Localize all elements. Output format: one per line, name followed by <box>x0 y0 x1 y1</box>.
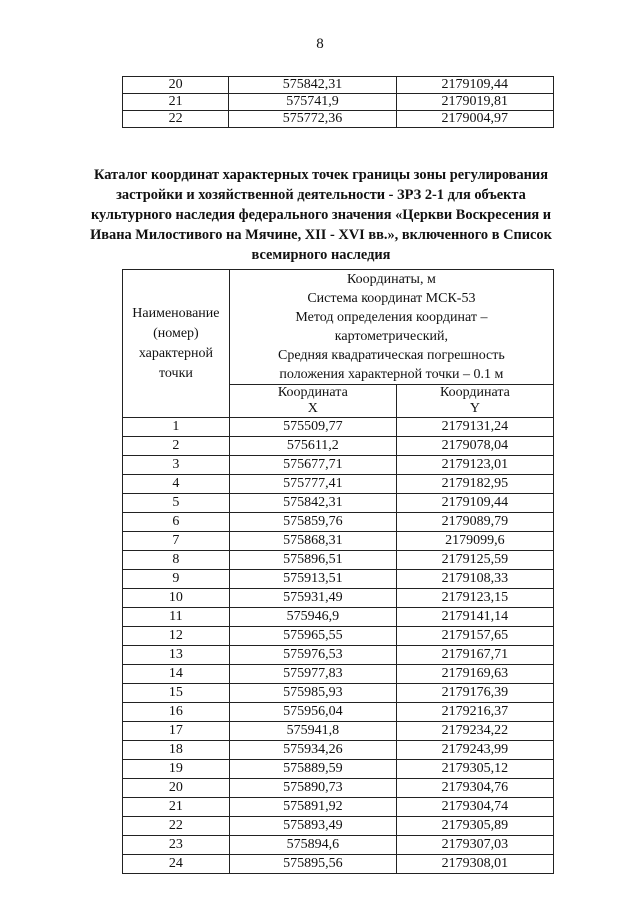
x-coordinate-cell: 575890,73 <box>229 779 396 798</box>
y-coordinate-cell: 2179304,76 <box>396 779 553 798</box>
table-row <box>123 627 554 646</box>
table-row <box>123 608 554 627</box>
x-coordinate-cell: 575677,71 <box>229 456 396 475</box>
y-coordinate-cell: 2179157,65 <box>396 627 553 646</box>
y-coordinate-cell: 2179308,01 <box>396 855 553 874</box>
x-coordinate-cell: 575893,49 <box>229 817 396 836</box>
y-coordinate-cell: 2179123,15 <box>396 589 553 608</box>
point-number-cell: 22 <box>123 817 230 836</box>
y-coordinate-cell: 2179176,39 <box>396 684 553 703</box>
point-number-cell: 7 <box>123 532 230 551</box>
table-row <box>123 817 554 836</box>
coordinates-table-body <box>123 418 554 874</box>
table-row <box>123 684 554 703</box>
x-coordinate-cell: 575946,9 <box>229 608 396 627</box>
coordinates-table-header <box>123 270 554 418</box>
table-row <box>123 77 554 94</box>
table-row <box>123 494 554 513</box>
coordinate-system: Система координат МСК-53 <box>307 291 476 306</box>
table-row <box>123 456 554 475</box>
point-number-cell: 16 <box>123 703 230 722</box>
x-coordinate-cell: 575868,31 <box>229 532 396 551</box>
y-coordinate-cell: 2179169,63 <box>396 665 553 684</box>
x-coordinate-cell: 575976,53 <box>229 646 396 665</box>
y-coordinate-cell: 2179141,14 <box>396 608 553 627</box>
x-coordinate-cell: 575977,83 <box>229 665 396 684</box>
x-coordinate-cell: 575985,93 <box>229 684 396 703</box>
table-row <box>123 570 554 589</box>
coordinates-header <box>229 270 553 385</box>
point-number-cell: 15 <box>123 684 230 703</box>
table-row <box>123 551 554 570</box>
y-coordinate-cell: 2179243,99 <box>396 741 553 760</box>
x-coordinate-cell: 575741,9 <box>229 94 396 111</box>
point-number-cell: 21 <box>123 798 230 817</box>
y-coordinate-cell: 2179123,01 <box>396 456 553 475</box>
point-number-cell: 4 <box>123 475 230 494</box>
table-row <box>123 798 554 817</box>
y-coordinate-cell: 2179004,97 <box>396 111 553 128</box>
y-header-label: Координата <box>439 385 510 400</box>
y-coordinate-cell: 2179078,04 <box>396 437 553 456</box>
table-row <box>123 111 554 128</box>
header-row <box>123 270 554 385</box>
method-line: Метод определения координат – <box>295 310 488 325</box>
point-number-cell: 8 <box>123 551 230 570</box>
x-coordinate-cell: 575894,6 <box>229 836 396 855</box>
x-coordinate-cell: 575509,77 <box>229 418 396 437</box>
x-coordinate-cell: 575891,92 <box>229 798 396 817</box>
y-coordinate-header <box>396 385 553 418</box>
point-number-cell: 3 <box>123 456 230 475</box>
table-row <box>123 589 554 608</box>
y-coordinate-cell: 2179167,71 <box>396 646 553 665</box>
y-header-axis: Y <box>469 401 480 416</box>
x-coordinate-cell: 575859,76 <box>229 513 396 532</box>
x-coordinate-cell: 575889,59 <box>229 760 396 779</box>
x-coordinate-cell: 575896,51 <box>229 551 396 570</box>
point-name-header-line: (номер) <box>153 325 199 341</box>
point-name-header-line: характерной <box>138 345 213 361</box>
point-number-cell: 13 <box>123 646 230 665</box>
x-coordinate-cell: 575842,31 <box>229 494 396 513</box>
point-number-cell: 11 <box>123 608 230 627</box>
x-header-label: Координата <box>277 385 348 400</box>
table-row <box>123 703 554 722</box>
table-row <box>123 722 554 741</box>
table-row <box>123 779 554 798</box>
x-coordinate-cell: 575842,31 <box>229 77 396 94</box>
x-coordinate-header <box>229 385 396 418</box>
point-number-cell: 21 <box>123 94 229 111</box>
x-coordinate-cell: 575931,49 <box>229 589 396 608</box>
y-coordinate-cell: 2179304,74 <box>396 798 553 817</box>
point-number-cell: 1 <box>123 418 230 437</box>
point-name-header-line: точки <box>158 365 193 381</box>
continuation-table-body <box>123 77 554 128</box>
page-number: 8 <box>316 36 324 52</box>
table-row <box>123 94 554 111</box>
coordinates-title: Координаты, м <box>347 272 436 287</box>
method-line: картометрический, <box>334 329 449 344</box>
table-row <box>123 760 554 779</box>
y-coordinate-cell: 2179019,81 <box>396 94 553 111</box>
point-name-header <box>123 270 230 418</box>
point-name-header-line: Наименование <box>132 305 220 321</box>
x-coordinate-cell: 575611,2 <box>229 437 396 456</box>
table-row <box>123 418 554 437</box>
y-coordinate-cell: 2179305,89 <box>396 817 553 836</box>
table-row <box>123 437 554 456</box>
point-number-cell: 10 <box>123 589 230 608</box>
x-coordinate-cell: 575941,8 <box>229 722 396 741</box>
table-row <box>123 855 554 874</box>
table-row <box>123 513 554 532</box>
catalog-caption: Каталог координат характерных точек границы зоны регулирования застройки и хозяйственной деятельности - ЗРЗ 2-1 для объекта культурного наследия федерального значения «Церкви Воскресения и Ивана Милостивого на Мячине, XII - XVI вв.», включенного в Список всемирного наследия <box>90 167 552 263</box>
table-row <box>123 475 554 494</box>
y-coordinate-cell: 2179234,22 <box>396 722 553 741</box>
table-row <box>123 646 554 665</box>
accuracy-line: положения характерной точки – 0.1 м <box>279 367 504 382</box>
y-coordinate-cell: 2179099,6 <box>396 532 553 551</box>
point-number-cell: 23 <box>123 836 230 855</box>
point-number-cell: 6 <box>123 513 230 532</box>
table-row <box>123 665 554 684</box>
y-coordinate-cell: 2179125,59 <box>396 551 553 570</box>
accuracy-line: Средняя квадратическая погрешность <box>278 348 505 363</box>
x-coordinate-cell: 575934,26 <box>229 741 396 760</box>
x-coordinate-cell: 575913,51 <box>229 570 396 589</box>
point-number-cell: 5 <box>123 494 230 513</box>
continuation-table <box>122 76 554 128</box>
y-coordinate-cell: 2179216,37 <box>396 703 553 722</box>
table-row <box>123 741 554 760</box>
x-coordinate-cell: 575772,36 <box>229 111 396 128</box>
x-header-axis: X <box>307 401 318 416</box>
point-number-cell: 17 <box>123 722 230 741</box>
point-number-cell: 20 <box>123 779 230 798</box>
y-coordinate-cell: 2179109,44 <box>396 77 553 94</box>
point-number-cell: 14 <box>123 665 230 684</box>
y-coordinate-cell: 2179305,12 <box>396 760 553 779</box>
point-number-cell: 12 <box>123 627 230 646</box>
point-number-cell: 2 <box>123 437 230 456</box>
point-number-cell: 9 <box>123 570 230 589</box>
y-coordinate-cell: 2179182,95 <box>396 475 553 494</box>
point-number-cell: 24 <box>123 855 230 874</box>
table-row <box>123 532 554 551</box>
y-coordinate-cell: 2179307,03 <box>396 836 553 855</box>
y-coordinate-cell: 2179109,44 <box>396 494 553 513</box>
y-coordinate-cell: 2179108,33 <box>396 570 553 589</box>
x-coordinate-cell: 575895,56 <box>229 855 396 874</box>
table-row <box>123 836 554 855</box>
y-coordinate-cell: 2179089,79 <box>396 513 553 532</box>
x-coordinate-cell: 575956,04 <box>229 703 396 722</box>
point-number-cell: 20 <box>123 77 229 94</box>
point-number-cell: 18 <box>123 741 230 760</box>
y-coordinate-cell: 2179131,24 <box>396 418 553 437</box>
point-number-cell: 19 <box>123 760 230 779</box>
coordinates-table <box>122 269 554 874</box>
x-coordinate-cell: 575777,41 <box>229 475 396 494</box>
x-coordinate-cell: 575965,55 <box>229 627 396 646</box>
point-number-cell: 22 <box>123 111 229 128</box>
